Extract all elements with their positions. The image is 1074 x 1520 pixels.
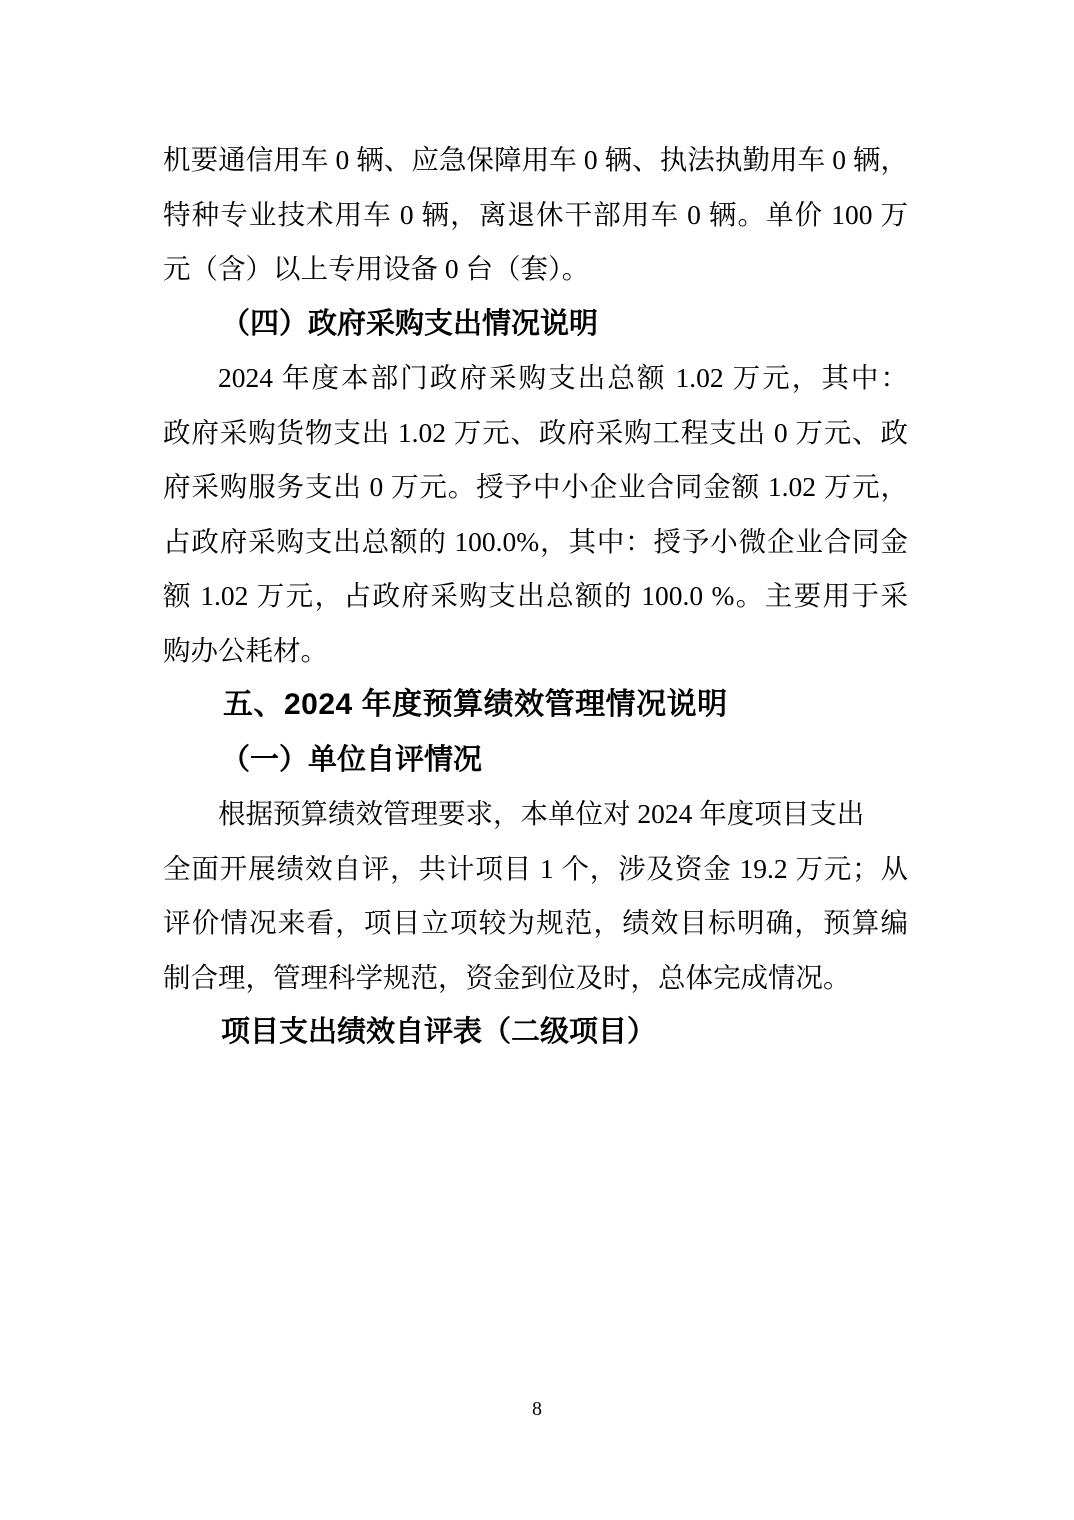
subsection-heading: 项目支出绩效自评表（二级项目） [221, 1016, 657, 1048]
paragraph-line: 特种专业技术用车 0 辆，离退休干部用车 0 辆。单价 100 万 [163, 198, 908, 230]
page-number: 8 [532, 1398, 542, 1420]
subsection-heading: （四）政府采购支出情况说明 [221, 307, 599, 340]
paragraph-line: 全面开展绩效自评，共计项目 1 个，涉及资金 19.2 万元；从 [163, 852, 908, 884]
paragraph-line: 元（含）以上专用设备 0 台（套）。 [163, 253, 590, 284]
paragraph-line: 购办公耗材。 [163, 634, 328, 666]
paragraph-line: 评价情况来看，项目立项较为规范，绩效目标明确，预算编 [163, 907, 908, 938]
paragraph-line: 占政府采购支出总额的 100.0%，其中：授予小微企业合同金 [163, 525, 908, 557]
paragraph-line: 制合理，管理科学规范，资金到位及时，总体完成情况。 [163, 961, 851, 993]
page-footer [0, 1398, 1074, 1421]
document-body [163, 133, 908, 1060]
subsection-heading: （一）单位自评情况 [221, 743, 483, 776]
paragraph-line: 额 1.02 万元，占政府采购支出总额的 100.0 %。主要用于采 [163, 580, 908, 611]
paragraph-line: 根据预算绩效管理要求，本单位对 2024 年度项目支出 [218, 798, 865, 829]
paragraph-line: 机要通信用车 0 辆、应急保障用车 0 辆、执法执勤用车 0 辆， [163, 144, 908, 175]
section-heading: 五、2024 年度预算绩效管理情况说明 [223, 688, 728, 721]
paragraph-line: 府采购服务支出 0 万元。授予中小企业合同金额 1.02 万元， [163, 471, 908, 502]
paragraph-line: 2024 年度本部门政府采购支出总额 1.02 万元，其中： [218, 362, 908, 393]
paragraph-line: 政府采购货物支出 1.02 万元、政府采购工程支出 0 万元、政 [163, 416, 908, 448]
